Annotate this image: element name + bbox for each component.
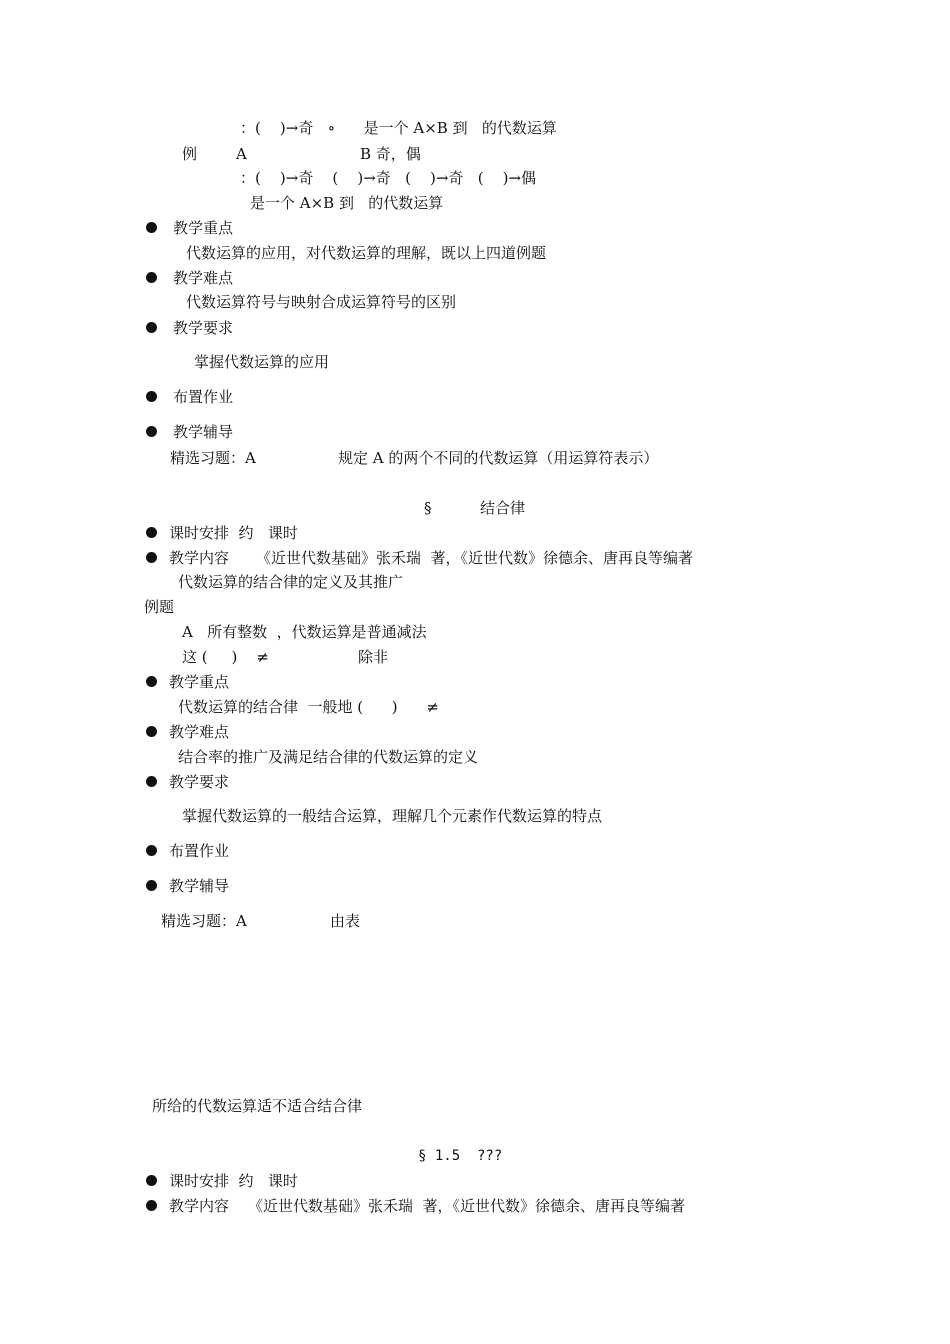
bullet-icon (146, 391, 157, 402)
bullet-icon (146, 676, 157, 687)
example-label: 例 (182, 145, 198, 163)
example-2-unless: 除非 (358, 648, 389, 666)
example-2: 这 ( ) ≠ (182, 648, 269, 666)
difficult-point-label: 教学难点 (173, 269, 234, 287)
exercise-label: 精选习题：A (161, 912, 247, 930)
content-label: 教学内容 (169, 1197, 230, 1215)
difficult-point-label: 教学难点 (169, 723, 230, 741)
example-heading: 例题 (144, 598, 175, 616)
difficult-point-text: 代数运算符号与映射合成运算符号的区别 (186, 293, 457, 311)
tutoring-label: 教学辅导 (173, 423, 234, 441)
bullet-icon (146, 1175, 157, 1186)
content-text: 《近世代数基础》张禾瑞 著，《近世代数》徐德余、唐再良等编著 (256, 549, 694, 567)
example-set-b: B 奇，偶 (360, 145, 421, 163)
exercise-text: 由表 (330, 912, 361, 930)
bullet-icon (146, 726, 157, 737)
content-label: 教学内容 (169, 549, 230, 567)
example-set-a: A (236, 145, 247, 163)
bullet-icon (146, 527, 157, 538)
bullet-icon (146, 222, 157, 233)
exercise-text: 规定 A 的两个不同的代数运算（用运算符表示） (338, 449, 659, 467)
content-subtext: 代数运算的结合律的定义及其推广 (178, 573, 404, 591)
bullet-icon (146, 1200, 157, 1211)
section-heading: § 1.5 ??? (418, 1148, 503, 1164)
section-title: 结合律 (480, 499, 526, 517)
bullet-icon (146, 845, 157, 856)
hours-label: 课时安排 约 课时 (169, 524, 298, 542)
bullet-icon (146, 322, 157, 333)
hours-label: 课时安排 约 课时 (169, 1172, 298, 1190)
example-line-1: ：( )→奇 ∘ 是一个 A×B 到 的代数运算 (240, 119, 557, 137)
requirement-text: 掌握代数运算的一般结合运算，理解几个元素作代数运算的特点 (182, 807, 603, 825)
bullet-icon (146, 880, 157, 891)
key-point-text: 代数运算的应用，对代数运算的理解，既以上四道例题 (186, 244, 547, 262)
requirement-text: 掌握代数运算的应用 (194, 353, 330, 371)
bullet-icon (146, 426, 157, 437)
requirement-label: 教学要求 (173, 319, 234, 337)
example-line-4: 是一个 A×B 到 的代数运算 (250, 194, 444, 212)
bullet-icon (146, 552, 157, 563)
content-text: 《近世代数基础》张禾瑞 著，《近世代数》徐德余、唐再良等编著 (248, 1197, 686, 1215)
homework-label: 布置作业 (173, 388, 234, 406)
difficult-point-text: 结合率的推广及满足结合律的代数运算的定义 (178, 748, 479, 766)
exercise-label: 精选习题：A (170, 449, 256, 467)
example-line-3: ：( )→奇 ( )→奇 ( )→奇 ( )→偶 (240, 169, 537, 187)
bullet-icon (146, 776, 157, 787)
section-symbol: § (424, 499, 432, 517)
bullet-icon (146, 272, 157, 283)
key-point-label: 教学重点 (173, 219, 234, 237)
key-point-text: 代数运算的结合律 一般地 ( ) ≠ (178, 698, 439, 716)
requirement-label: 教学要求 (169, 773, 230, 791)
conclusion-text: 所给的代数运算适不适合结合律 (152, 1097, 363, 1115)
tutoring-label: 教学辅导 (169, 877, 230, 895)
key-point-label: 教学重点 (169, 673, 230, 691)
homework-label: 布置作业 (169, 842, 230, 860)
example-1: A 所有整数 ，代数运算是普通减法 (182, 623, 427, 641)
